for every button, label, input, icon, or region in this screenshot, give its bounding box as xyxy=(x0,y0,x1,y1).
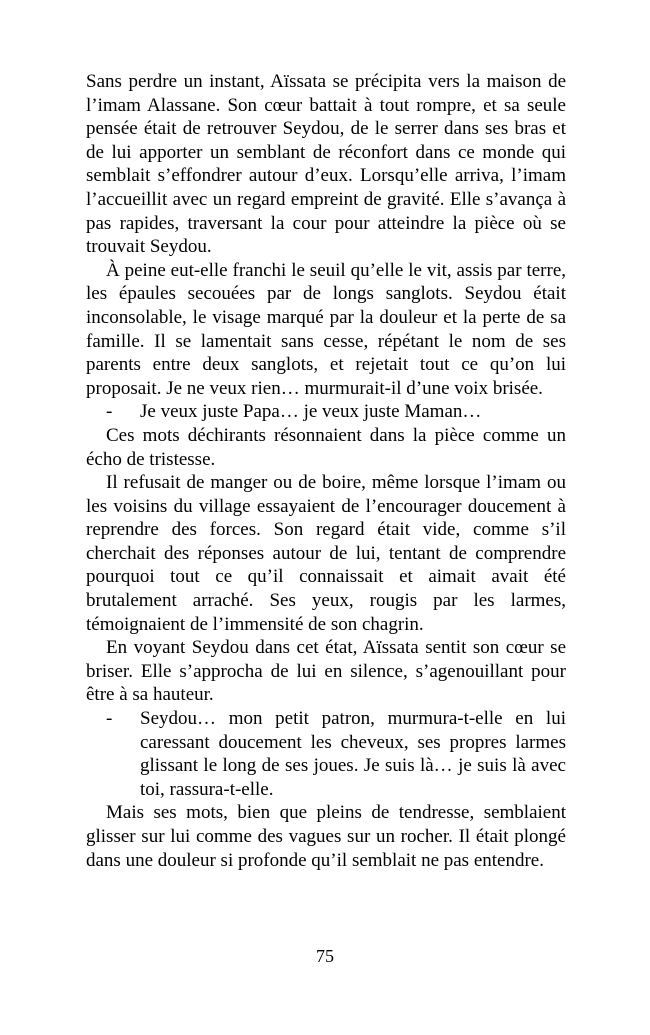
dialogue-dash: - xyxy=(106,401,113,423)
dialogue-text: Je veux juste Papa… je veux juste Maman… xyxy=(140,401,482,423)
dialogue-line-2 xyxy=(86,707,566,801)
page-text xyxy=(86,70,566,872)
paragraph-2: À peine eut-elle franchi le seuil qu’elle le vit, assis par terre, les épaules secouées par de longs sanglots. Seydou était inconsolable, le visage marqué par la douleur et la perte de sa famille. Il se lamentait sans cesse, répétant le nom de ses parents entre deux sanglots, et rejetait tout ce qu’on lui proposait. Je ne veux rien… murmurait-il d’une voix brisée. xyxy=(86,259,566,399)
paragraph-6: Mais ses mots, bien que pleins de tendresse, semblaient glisser sur lui comme des vagues sur un rocher. Il était plongé dans une douleur si profonde qu’il semblait ne pas entendre. xyxy=(86,802,566,871)
dialogue-dash: - xyxy=(106,708,113,730)
paragraph-4: Il refusait de manger ou de boire, même lorsque l’imam ou les voisins du village essayaient de l’encourager doucement à reprendre des forces. Son regard était vide, comme s’il cherchait des réponses autour de lui, tentant de comprendre pourquoi tout ce qu’il connaissait et aimait avait été brutalement arraché. Ses yeux, rougis par les larmes, témoignaient de l’immensité de son chagrin. xyxy=(86,472,566,635)
dialogue-line-1 xyxy=(86,400,566,424)
page-number: 75 xyxy=(316,946,334,966)
paragraph-5: En voyant Seydou dans cet état, Aïssata sentit son cœur se briser. Elle s’approcha de lui en silence, s’agenouillant pour être à sa hauteur. xyxy=(86,637,566,706)
paragraph-1: Sans perdre un instant, Aïssata se précipita vers la maison de l’imam Alassane. Son cœur battait à tout rompre, et sa seule pensée était de retrouver Seydou, de le serrer dans ses bras et de lui apporter un semblant de réconfort dans ce monde qui semblait s’effondrer autour d’eux. Lorsqu’elle arriva, l’imam l’accueillit avec un regard empreint de gravité. Elle s’avança à pas rapides, traversant la cour pour atteindre la pièce où se trouvait Seydou. xyxy=(86,71,566,258)
dialogue-text: Seydou… mon petit patron, murmura-t-elle en lui caressant doucement les cheveux, ses propres larmes glissant le long de ses joues. Je suis là… je suis là avec toi, rassura-t-elle. xyxy=(140,708,566,800)
paragraph-3: Ces mots déchirants résonnaient dans la pièce comme un écho de tristesse. xyxy=(86,424,566,470)
